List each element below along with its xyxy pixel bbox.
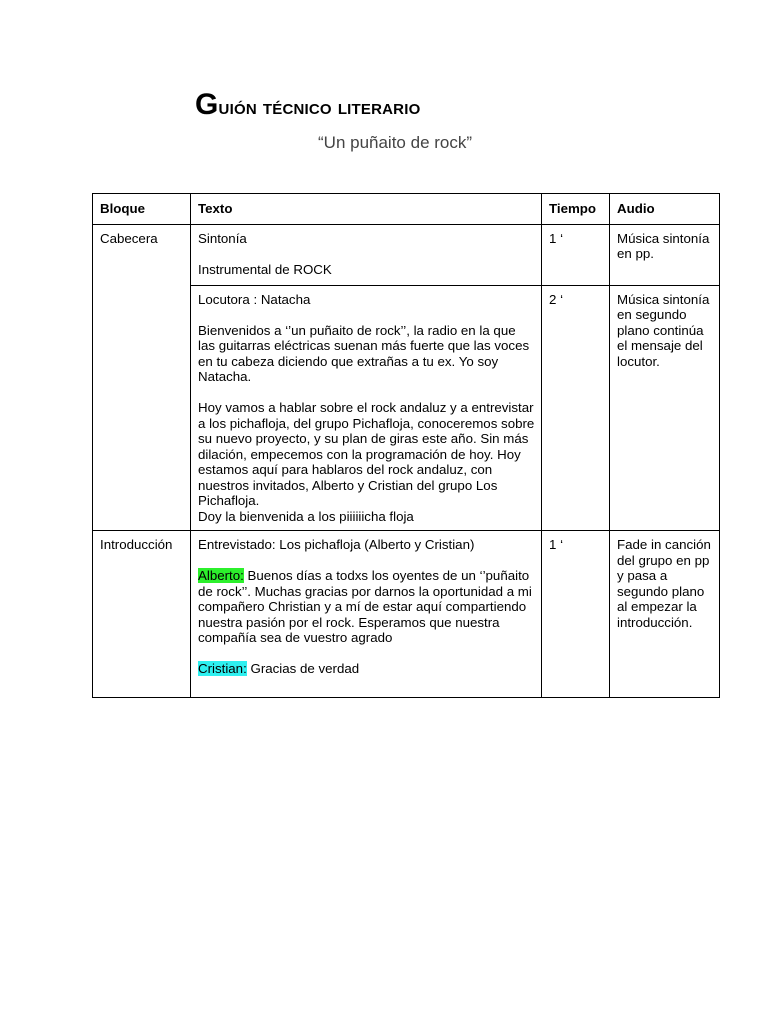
title-initial: G [195,88,219,121]
cell-audio: Fade in canción del grupo en pp y pasa a segundo plano al empezar la introducción. [610,531,720,698]
bloque-label: Cabecera [100,230,158,246]
table-row [93,224,720,285]
speaker-name-highlight: Cristian: [198,661,247,676]
texto-paragraph [198,400,535,524]
script-table [92,193,720,698]
cell-bloque [93,224,191,531]
cell-audio: Música sintonía en pp. [610,224,720,285]
document-title [195,88,420,122]
header-bloque: Bloque [93,194,191,225]
table-row [93,531,720,698]
cell-audio: Música sintonía en segundo plano continúa el mensaje del locutor. [610,285,720,531]
texto-line: Entrevistado: Los pichafloja (Alberto y Cristian) [198,537,475,552]
texto-paragraph: Bienvenidos a ‘’un puñaito de rock’’, la radio en la que las guitarras eléctricas suenan más fuerte que las voces en tu cabeza diciendo que extrañas a tu ex. Yo soy Natacha. [198,322,530,384]
cell-tiempo: 1 ‘ [542,531,610,698]
speaker-text: Buenos días a todxs los oyentes de un ‘’puñaito de rock’’. Muchas gracias por darnos la oportunidad a mi compañero Christian y a mí de estar aquí compartiendo nuestra pasión por el rock. Esperamos que nuestra compañía sea de vuestro agrado [198,568,532,645]
texto-sentence: Hoy vamos a hablar sobre el rock andaluz y a entrevistar a los pichafloja, del grupo Pichafloja, conoceremos sobre su nuevo proyecto, y su plan de giras este año. Sin más dilación, empecemos con la programación de hoy. Hoy estamos aquí para hablaros del rock andaluz, con nuestros invitados, Alberto y Cristian del grupo Los Pichafloja. [198,400,535,508]
speaker-line [198,568,535,646]
texto-sentence: Doy la bienvenida a los piiiiiicha floja [198,508,414,524]
texto-line: Instrumental de ROCK [198,261,332,277]
header-audio: Audio [610,194,720,225]
cell-bloque: Introducción [93,531,191,698]
speaker-name-highlight: Alberto: [198,568,244,583]
cell-texto [191,531,542,698]
cell-tiempo: 1 ‘ [542,224,610,285]
speaker-text: Gracias de verdad [246,661,360,676]
cell-tiempo: 2 ‘ [542,285,610,531]
cell-texto [191,224,542,285]
table-header-row [93,194,720,225]
document-subtitle: “Un puñaito de rock” [318,133,473,152]
cell-texto [191,285,542,531]
texto-line: Locutora : Natacha [198,291,311,307]
speaker-line [198,661,535,677]
title-rest: uión técnico literario [218,96,421,119]
header-tiempo: Tiempo [542,194,610,225]
header-texto: Texto [191,194,542,225]
texto-line: Sintonía [198,230,247,246]
